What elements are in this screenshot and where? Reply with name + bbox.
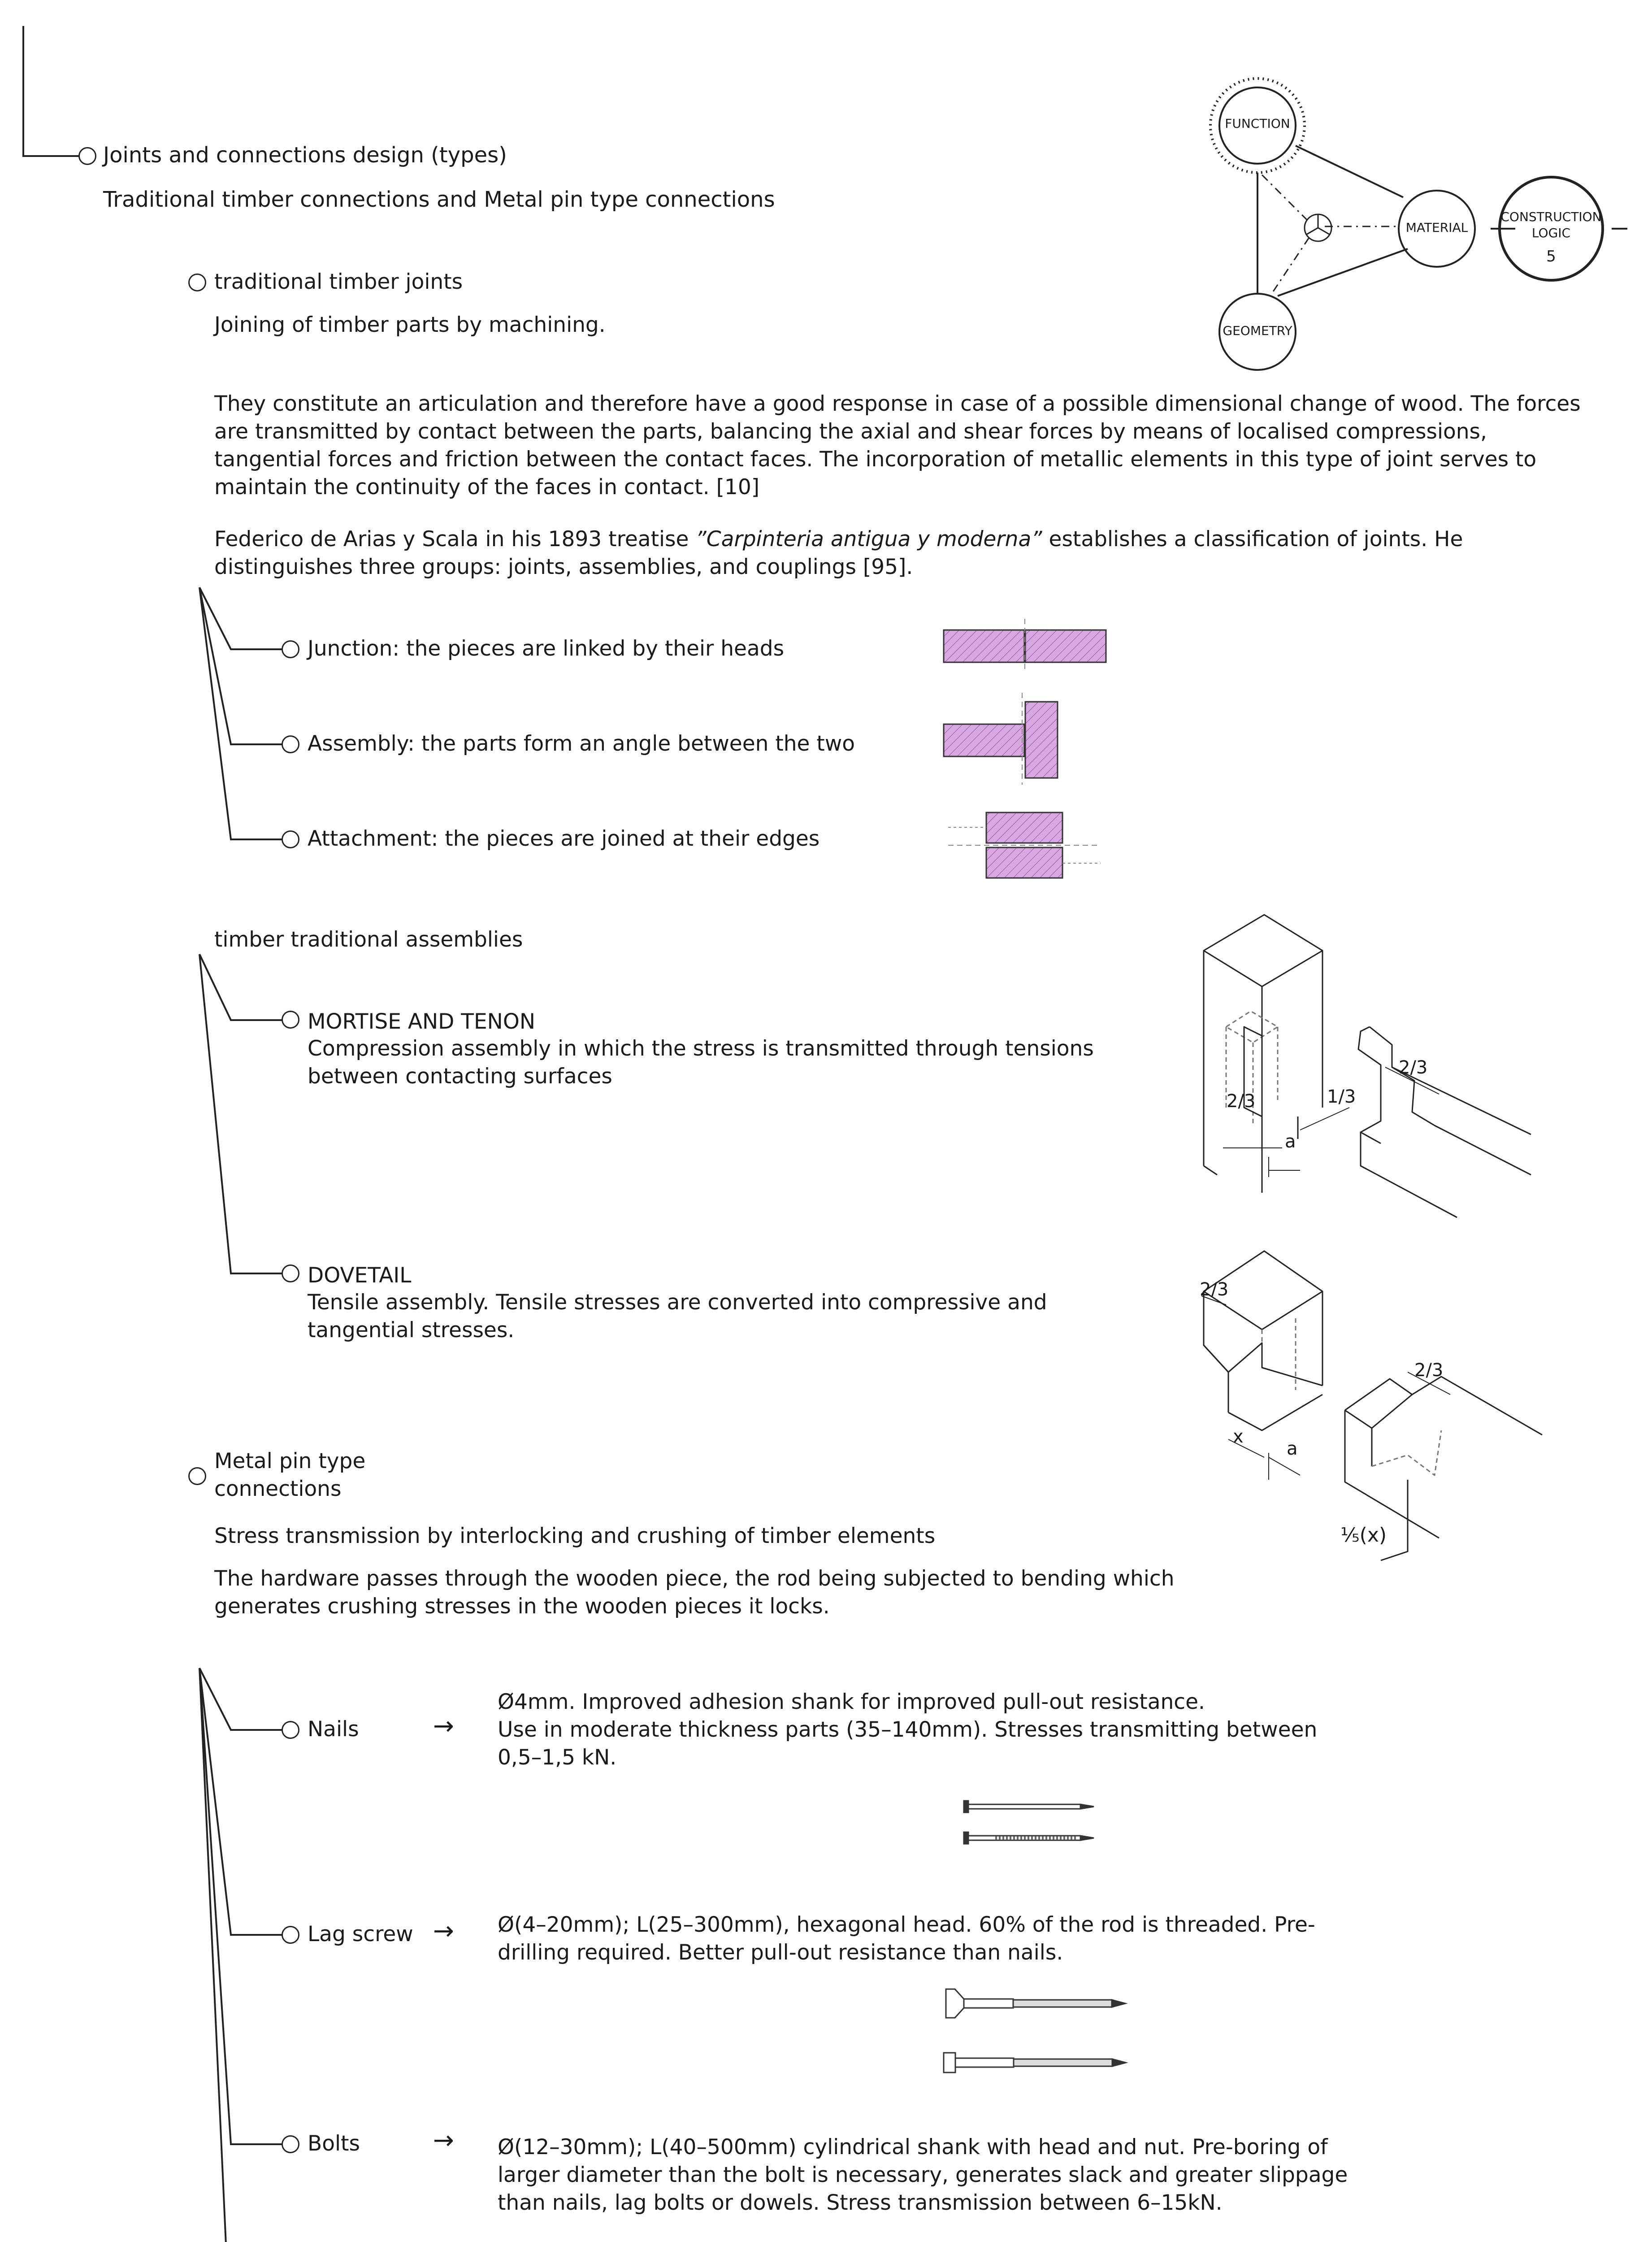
dovetail-dim-two-thirds-right: 2/3 [1414,1360,1444,1381]
diagram-material-label: MATERIAL [1405,220,1468,235]
section-title: Joints and connections design (types) [103,143,507,168]
dovetail-title: DOVETAIL [308,1263,412,1288]
assemblies-heading: timber traditional assemblies [214,927,523,952]
traditional-heading: traditional timber joints [214,269,463,294]
dovetail-dim-two-thirds-left: 2/3 [1200,1279,1229,1300]
metal-paragraph: The hardware passes through the wooden piece, the rod being subjected to bending which generates crushing stresses in the wooden pieces it locks. [214,1566,1175,1619]
bolts-arrow-icon: → [433,2126,454,2155]
mortise-dim-a: a [1285,1131,1296,1152]
metal-heading: Metal pin type connections [214,1449,366,1501]
diagram-function-label: FUNCTION [1225,116,1290,131]
dovetail-dim-a: a [1287,1438,1298,1459]
mortise-dim-two-thirds-left: 2/3 [1227,1091,1256,1112]
nails-arrow-icon: → [433,1712,454,1741]
nail-illustration [964,1801,1094,1844]
mortise-dim-two-thirds-right: 2/3 [1399,1057,1428,1078]
bolts-description: Ø(12–30mm); L(40–500mm) cylindrical shank with head and nut. Pre-boring of larger diameter than the bolt is necessary, generates slack and greater slippage than nails, lag bolts or dowels. Stress transmission between 6–15kN. [498,2135,1348,2215]
mortise-dim-one-third: 1/3 [1327,1086,1356,1107]
diagram-geometry-label: GEOMETRY [1223,323,1292,338]
dovetail-description: Tensile assembly. Tensile stresses are converted into compressive and tangential stresses. [308,1290,1047,1343]
page-number: 5 [1546,248,1556,265]
traditional-paragraph-1: They constitute an articulation and therefore have a good response in case of a possible dimensional change of wood. The forces are transmitted by contact between the parts, balancing the axial and shear forces by means of localised compressions, tangential forces and friction between the contact faces. The incorporation of metallic elements in this type of joint serves to maintain the continuity of the faces in contact. [10] [214,391,1581,500]
metal-lead: Stress transmission by interlocking and crushing of timber elements [214,1524,936,1548]
group-junction-label: Junction: the pieces are linked by their heads [308,636,785,661]
mortise-description: Compression assembly in which the stress is transmitted through tensions between contacting surfaces [308,1036,1094,1089]
section-subtitle: Traditional timber connections and Metal pin type connections [103,187,775,212]
dovetail-dim-x: x [1233,1426,1244,1447]
dovetail-dim-fifth-x: ⅕(x) [1340,1524,1387,1547]
traditional-lead: Joining of timber parts by machining. [214,313,606,337]
lag-screw-arrow-icon: → [433,1916,454,1946]
group-attachment-label: Attachment: the pieces are joined at their edges [308,826,820,851]
diagram-construction-logic-label: CONSTRUCTION LOGIC [1500,209,1602,240]
mortise-title: MORTISE AND TENON [308,1009,535,1034]
bolts-label: Bolts [308,2131,360,2156]
nails-label: Nails [308,1717,359,1742]
lag-screw-illustration [944,1989,1126,2073]
nails-description: Ø4mm. Improved adhesion shank for improved pull-out resistance. Use in moderate thickness parts (35–140mm). Stresses transmitting between 0,5–1,5 kN. [498,1690,1318,1770]
lag-screw-label: Lag screw [308,1922,413,1947]
group-assembly-label: Assembly: the parts form an angle between the two [308,731,855,756]
lag-screw-description: Ø(4–20mm); L(25–300mm), hexagonal head. 60% of the rod is threaded. Pre-drilling required. Better pull-out resistance than nails. [498,1912,1315,1965]
traditional-paragraph-2: Federico de Arias y Scala in his 1893 treatise ”Carpinteria antigua y moderna” establishes a classification of joints. He distinguishes three groups: joints, assemblies, and couplings [95]. [214,527,1463,579]
